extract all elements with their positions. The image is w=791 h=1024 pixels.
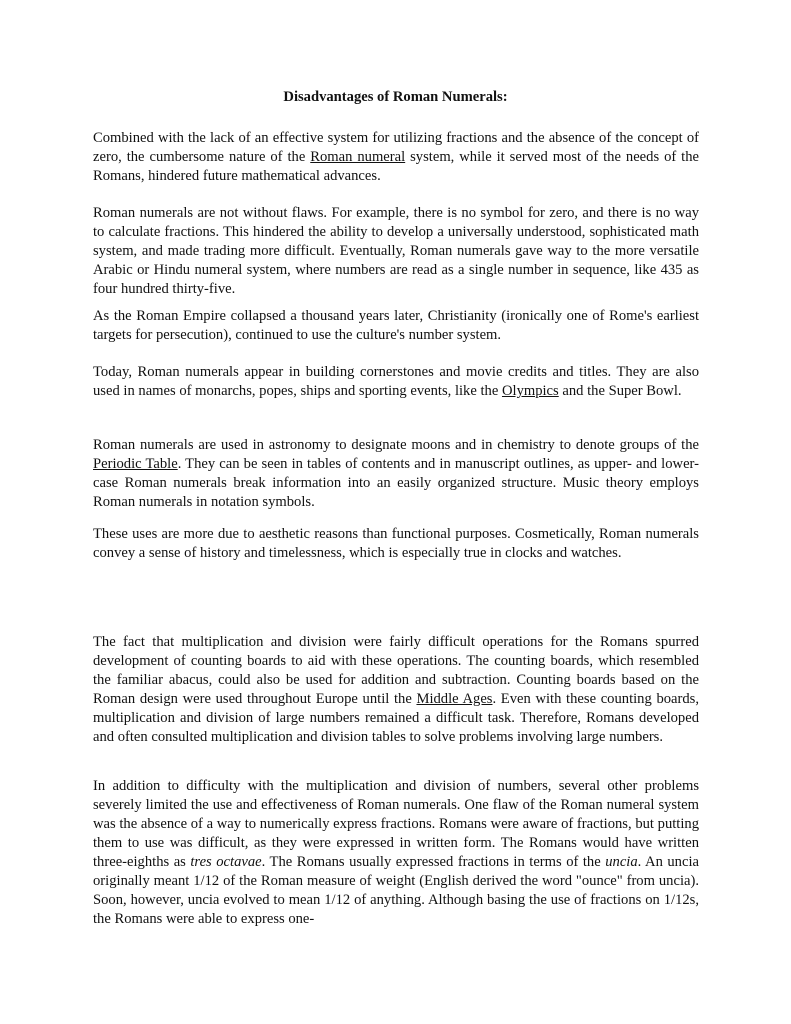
- text-run: In addition to difficulty with the multiplication and division of numbers, several other problems severely limited the use and effectiveness of Roman numerals. One flaw of the Roman numeral system was the absence of a way to numerically express fractions. Romans were aware of fractions, but putting them to use was difficult, as they were expressed in written form. The Romans would have written three-eighths as: [93, 778, 699, 870]
- italic-uncia: uncia: [605, 854, 638, 870]
- text-run: . Even with these counting boards, multiplication and division of large numbers remained a difficult task. Therefore, Romans developed and often consulted multiplication and division tables to solve problems involving large numbers.: [93, 691, 700, 745]
- paragraph-today: [93, 363, 699, 401]
- paragraph-astronomy: [93, 436, 699, 512]
- paragraph-aesthetics: These uses are more due to aesthetic reasons than functional purposes. Cosmetically, Roman numerals convey a sense of history and timelessness, which is especially true in clocks and watches.: [93, 526, 699, 561]
- text-run: and the Super Bowl.: [558, 383, 682, 399]
- paragraph-fraction-zero: [93, 129, 699, 186]
- text-run: . They can be seen in tables of contents and in manuscript outlines, as upper- and lower-case Roman numerals break information into an easily organized structure. Music theory employs Roman numerals in notation symbols.: [93, 456, 699, 510]
- link-middle-ages[interactable]: Middle Ages: [416, 691, 493, 707]
- text-run: system, while it served most of the needs of the Romans, hindered future mathematical advances.: [93, 149, 700, 184]
- paragraph-flaws: Roman numerals are not without flaws. For example, there is no symbol for zero, and there is no way to calculate fractions. This hindered the ability to develop a universally understood, sophisticated math system, and made trading more difficult. Eventually, Roman numerals gave way to the more versatile Arabic or Hindu numeral system, where numbers are read as a single number in sequence, like 435 as four hundred thirty-five.: [93, 205, 699, 297]
- text-run: Roman numerals are used in astronomy to designate moons and in chemistry to denote groups of the: [93, 437, 699, 453]
- document-title: Disadvantages of Roman Numerals:: [283, 89, 508, 105]
- italic-tres-octavae: tres octavae: [190, 854, 262, 870]
- text-run: The fact that multiplication and division were fairly difficult operations for the Romans spurred development of counting boards to aid with these operations. The counting boards, which resembled the familiar abacus, could also be used for addition and subtraction. Counting boards based on the Roman design were used throughout Europe until the: [93, 634, 699, 707]
- link-periodic-table[interactable]: Periodic Table: [93, 456, 178, 472]
- link-olympics[interactable]: Olympics: [501, 383, 559, 399]
- text-run: Today, Roman numerals appear in building cornerstones and movie credits and titles. They are also used in names of monarchs, popes, ships and sporting events, like the: [93, 364, 699, 399]
- text-run: . An uncia originally meant 1/12 of the Roman measure of weight (English derived the word "ounce" from uncia). Soon, however, uncia evolved to mean 1/12 of anything. Although basing the use of fractions on 1/12s, the Romans were able to express one-: [93, 854, 699, 927]
- paragraph-fractions: [93, 777, 699, 929]
- text-run: . The Romans usually expressed fractions in terms of the: [261, 854, 606, 870]
- paragraph-christianity: As the Roman Empire collapsed a thousand years later, Christianity (ironically one of Rome's earliest targets for persecution), continued to use the culture's number system.: [93, 308, 699, 343]
- paragraph-counting-boards: [93, 633, 699, 747]
- link-roman-numeral[interactable]: Roman numeral: [310, 149, 406, 165]
- text-run: Combined with the lack of an effective system for utilizing fractions and the absence of the concept of zero, the cumbersome nature of the: [93, 130, 699, 165]
